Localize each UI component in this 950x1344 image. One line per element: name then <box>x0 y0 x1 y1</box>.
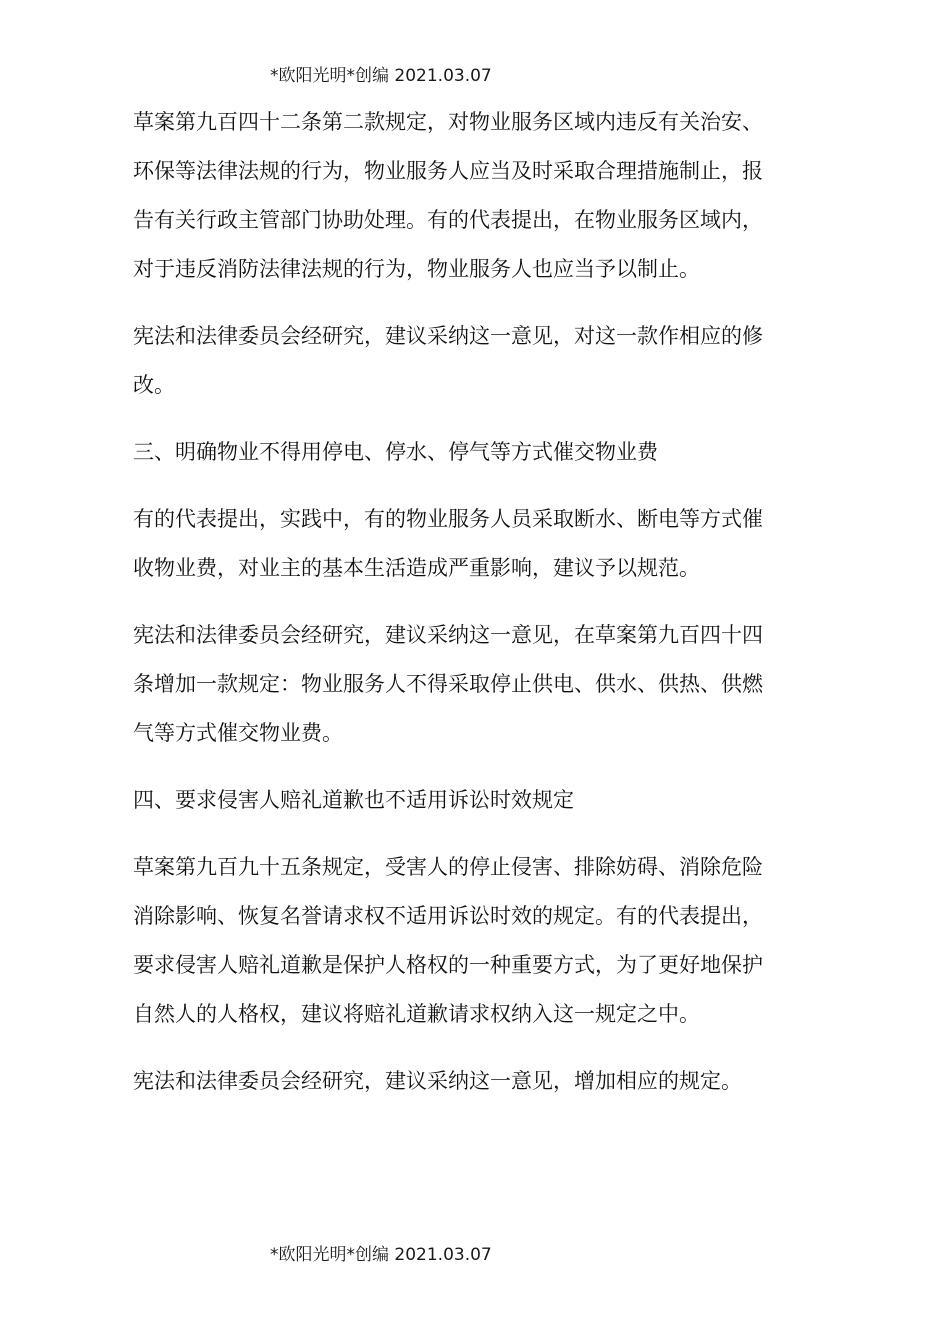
running-header: *欧阳光明*创编 2021.03.07 <box>270 66 492 86</box>
text-line: 宪法和法律委员会经研究，建议采纳这一意见，在草案第九百四十四 <box>133 623 763 647</box>
paragraph-7 <box>133 843 823 1039</box>
paragraph-1 <box>133 98 823 294</box>
document-body <box>133 98 823 1124</box>
running-footer: *欧阳光明*创编 2021.03.07 <box>270 1245 492 1265</box>
text-line: 草案第九百九十五条规定，受害人的停止侵害、排除妨碍、消除危险 <box>133 855 763 879</box>
text-line: 三、明确物业不得用停电、停水、停气等方式催交物业费 <box>133 440 658 464</box>
text-line: 消除影响、恢复名誉请求权不适用诉讼时效的规定。有的代表提出， <box>133 904 763 928</box>
text-line: 宪法和法律委员会经研究，建议采纳这一意见，增加相应的规定。 <box>133 1069 742 1093</box>
paragraph-2 <box>133 312 823 410</box>
text-line: 环保等法律法规的行为，物业服务人应当及时采取合理措施制止，报 <box>133 159 763 183</box>
text-line: 要求侵害人赔礼道歉是保护人格权的一种重要方式，为了更好地保护 <box>133 953 763 977</box>
text-line: 四、要求侵害人赔礼道歉也不适用诉讼时效规定 <box>133 788 574 812</box>
paragraph-8 <box>133 1057 823 1106</box>
paragraph-5 <box>133 611 823 758</box>
text-line: 有的代表提出，实践中，有的物业服务人员采取断水、断电等方式催 <box>133 507 763 531</box>
text-line: 自然人的人格权，建议将赔礼道歉请求权纳入这一规定之中。 <box>133 1002 700 1026</box>
section-heading-4 <box>133 776 823 825</box>
text-line: 告有关行政主管部门协助处理。有的代表提出，在物业服务区域内， <box>133 208 763 232</box>
section-heading-3 <box>133 428 823 477</box>
text-line: 条增加一款规定：物业服务人不得采取停止供电、供水、供热、供燃 <box>133 672 763 696</box>
paragraph-4 <box>133 495 823 593</box>
text-line: 对于违反消防法律法规的行为，物业服务人也应当予以制止。 <box>133 257 700 281</box>
text-line: 改。 <box>133 373 175 397</box>
text-line: 收物业费，对业主的基本生活造成严重影响，建议予以规范。 <box>133 556 700 580</box>
text-line: 宪法和法律委员会经研究，建议采纳这一意见，对这一款作相应的修 <box>133 324 763 348</box>
text-line: 草案第九百四十二条第二款规定，对物业服务区域内违反有关治安、 <box>133 110 763 134</box>
text-line: 气等方式催交物业费。 <box>133 721 343 745</box>
